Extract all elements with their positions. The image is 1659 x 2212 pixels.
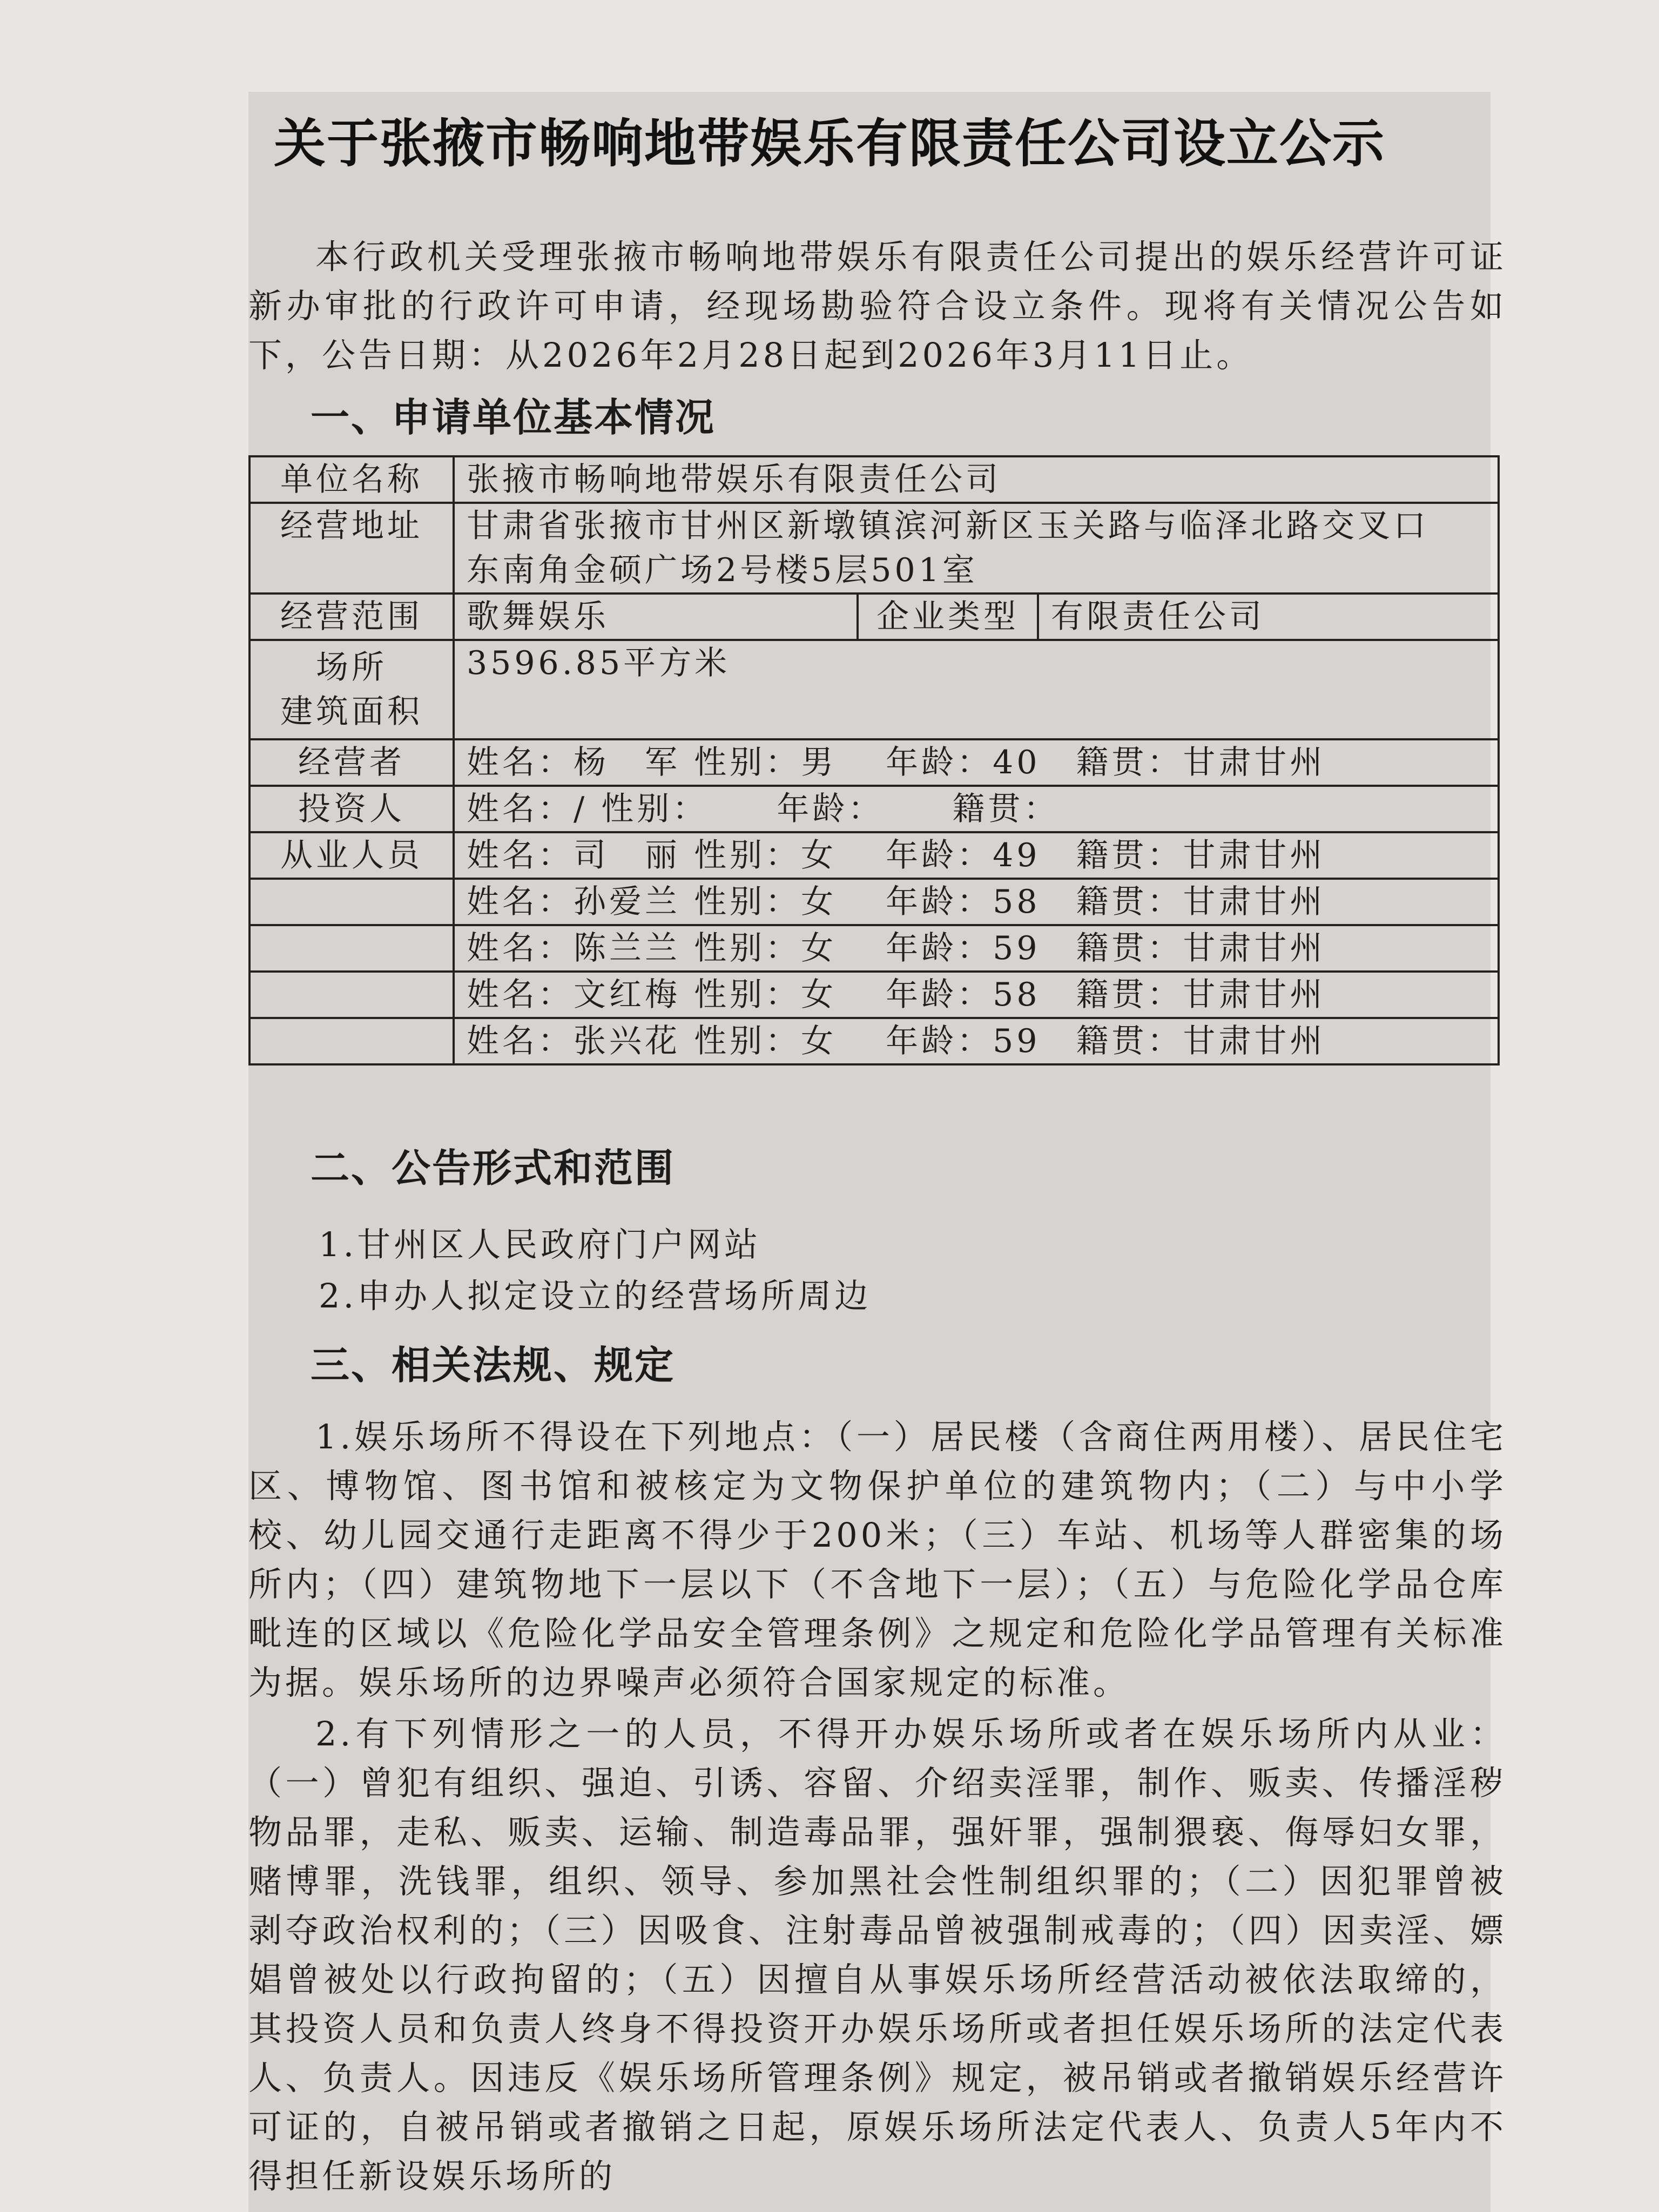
table-row: [249, 879, 1499, 925]
staff-label: 从业人员: [249, 832, 454, 879]
regulation-paragraph-2: 2.有下列情形之一的人员，不得开办娱乐场所或者在娱乐场所内从业：（一）曾犯有组织、强迫、引诱、容留、介绍卖淫罪，制作、贩卖、传播淫秽物品罪，走私、贩卖、运输、制造毒品罪，强奸罪，强制猥亵、侮辱妇女罪，赌博罪，洗钱罪，组织、领导、参加黑社会性制组织罪的；（二）因犯罪曾被剥夺政治权利的；（三）因吸食、注射毒品曾被强制戒毒的；（四）因卖淫、嫖娼曾被处以行政拘留的；（五）因擅自从事娱乐场所经营活动被依法取缔的，其投资人员和负责人终身不得投资开办娱乐场所或者担任娱乐场所的法定代表人、负责人。因违反《娱乐场所管理条例》规定，被吊销或者撤销娱乐经营许可证的，自被吊销或者撤销之日起，原娱乐场所法定代表人、负责人5年内不得担任新设娱乐场所的: [248, 1714, 1507, 2196]
intro-paragraph: 本行政机关受理张掖市畅响地带娱乐有限责任公司提出的娱乐经营许可证新办审批的行政许可申请，经现场勘验符合设立条件。现将有关情况公告如下，公告日期：从2026年2月28日起到2026年3月11日止。: [248, 237, 1507, 375]
staff-row-3: 姓名：陈兰兰 性别：女 年龄：59 籍贯：甘肃甘州: [454, 925, 1499, 972]
section2-heading: 二、公告形式和范围: [311, 1145, 676, 1191]
unit-name-label: 单位名称: [249, 456, 454, 503]
staff-row-1: 姓名：司 丽 性别：女 年龄：49 籍贯：甘肃甘州: [454, 832, 1499, 879]
staff-label-empty: [249, 1018, 454, 1064]
table-row: [249, 972, 1499, 1018]
area-label-line-2: 建筑面积: [280, 693, 423, 731]
operator-label: 经营者: [249, 739, 454, 786]
regulation-paragraph-1: 1.娱乐场所不得设在下列地点：（一）居民楼（含商住两用楼）、居民住宅区、博物馆、图书馆和被核定为文物保护单位的建筑物内；（二）与中小学校、幼儿园交通行走距离不得少于200米；（三）车站、机场等人群密集的场所内；（四）建筑物地下一层以下（不含地下一层）；（五）与危险化学品仓库毗连的区域以《危险化学品安全管理条例》之规定和危险化学品管理有关标准为据。娱乐场所的边界噪声必须符合国家规定的标准。: [248, 1417, 1507, 1702]
table-row: [249, 832, 1499, 879]
publication-item-2: 2.申办人拟定设立的经营场所周边: [319, 1276, 872, 1316]
staff-label-empty: [249, 879, 454, 925]
unit-name-value: 张掖市畅响地带娱乐有限责任公司: [454, 456, 1499, 503]
type-label: 企业类型: [858, 594, 1038, 640]
area-label: [249, 640, 454, 739]
table-row: [249, 503, 1499, 594]
type-value: 有限责任公司: [1038, 594, 1499, 640]
area-label-line-1: 场所: [316, 649, 387, 686]
scope-value: 歌舞娱乐: [454, 594, 858, 640]
table-row: [249, 925, 1499, 972]
investor-value: 姓名：/ 性别： 年龄： 籍贯：: [454, 786, 1499, 832]
applicant-info-table: [248, 455, 1500, 1065]
investor-label: 投资人: [249, 786, 454, 832]
section1-heading: 一、申请单位基本情况: [311, 395, 716, 440]
address-line-2: 东南角金硕广场2号楼5层501室: [467, 551, 978, 589]
document-title: 关于张掖市畅响地带娱乐有限责任公司设立公示: [274, 113, 1385, 174]
table-row: [249, 456, 1499, 503]
publication-item-1: 1.甘州区人民政府门户网站: [319, 1225, 761, 1264]
staff-label-empty: [249, 925, 454, 972]
staff-row-2: 姓名：孙爱兰 性别：女 年龄：58 籍贯：甘肃甘州: [454, 879, 1499, 925]
address-label: 经营地址: [249, 503, 454, 594]
table-row: [249, 1018, 1499, 1064]
section3-heading: 三、相关法规、规定: [311, 1343, 676, 1388]
area-value: 3596.85平方米: [454, 640, 1499, 739]
table-row: [249, 640, 1499, 739]
table-row: [249, 786, 1499, 832]
address-value: [454, 503, 1499, 594]
staff-row-4: 姓名：文红梅 性别：女 年龄：58 籍贯：甘肃甘州: [454, 972, 1499, 1018]
operator-value: 姓名：杨 军 性别：男 年龄：40 籍贯：甘肃甘州: [454, 739, 1499, 786]
table-row: [249, 739, 1499, 786]
staff-row-5: 姓名：张兴花 性别：女 年龄：59 籍贯：甘肃甘州: [454, 1018, 1499, 1064]
staff-label-empty: [249, 972, 454, 1018]
scope-label: 经营范围: [249, 594, 454, 640]
address-line-1: 甘肃省张掖市甘州区新墩镇滨河新区玉关路与临泽北路交叉口: [467, 507, 1429, 545]
table-row: [249, 594, 1499, 640]
